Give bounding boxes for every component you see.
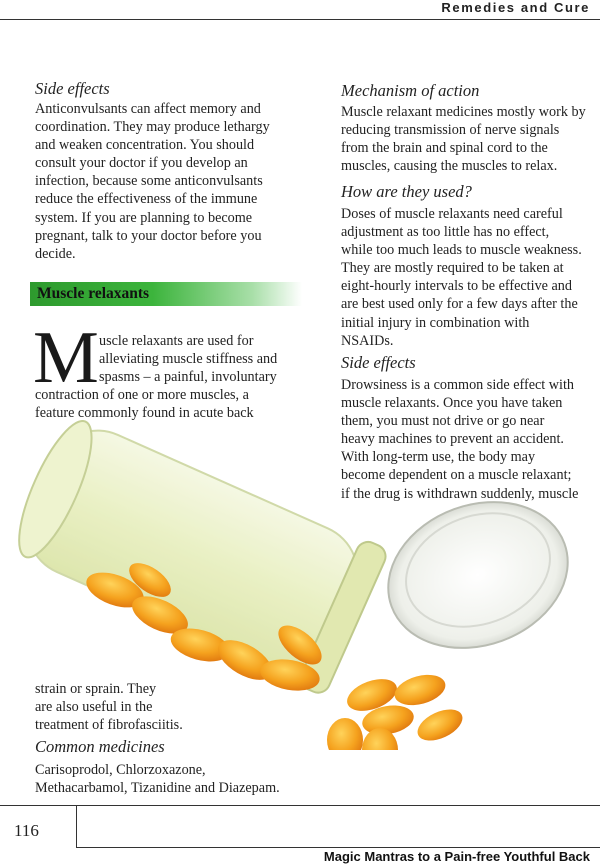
text-line: Anticonvulsants can affect memory and [35,101,261,117]
text-line: Methacarbamol, Tizanidine and Diazepam. [35,780,280,797]
drop-cap-letter: M [33,317,99,399]
text-line: adjustment as too little has no effect, [341,224,550,241]
intro-text-full [35,386,305,422]
text-line: uscle relaxants are used for [99,333,254,349]
continued-text [35,680,235,734]
text-line: decide. [35,245,76,262]
bottle-cap [368,478,589,672]
text-line: Drowsiness is a common side effect with [341,377,574,393]
left-side-effects-heading: Side effects [35,79,110,98]
mechanism-text [341,103,600,175]
book-title: Magic Mantras to a Pain-free Youthful Back [323,849,590,864]
usage-text [341,205,600,350]
footer-bottom-divider [76,847,600,848]
text-line: reduce the effectiveness of the immune [35,191,258,208]
text-line: consult your doctor if you develop an [35,155,248,172]
text-line: eight-hourly intervals to be effective and [341,278,572,295]
text-line: treatment of fibrofasciitis. [35,717,183,734]
text-line: Carisoprodol, Chlorzoxazone, [35,762,206,778]
common-medicines-heading: Common medicines [35,737,165,756]
text-line: initial injury in combination with [341,314,530,331]
text-line: reducing transmission of nerve signals [341,122,560,139]
text-line: become dependent on a muscle relaxant; [341,467,572,484]
right-side-effects-heading: Side effects [341,353,416,372]
text-line: strain or sprain. They [35,681,157,697]
header-divider [0,19,600,20]
text-line: if the drug is withdrawn suddenly, muscle [341,485,579,502]
text-line: are best used only for a few days after the [341,296,578,313]
text-line: system. If you are planning to become [35,209,253,226]
text-line: heavy machines to prevent an accident. [341,431,564,448]
text-line: contraction of one or more muscles, a [35,387,249,403]
text-line: while too much leads to muscle weakness. [341,242,582,259]
text-line: and weaken concentration. You should [35,137,255,154]
text-line: spasms – a painful, involuntary [99,369,277,386]
text-line: coordination. They may produce lethargy [35,119,270,136]
page-number: 116 [14,821,39,840]
footer-vertical-divider [76,805,77,847]
text-line: alleviating muscle stiffness and [99,351,278,368]
mechanism-heading: Mechanism of action [341,81,480,100]
text-line: They are mostly required to be taken at [341,260,564,277]
text-line: muscle relaxants. Once you have taken [341,395,563,412]
common-medicines-text [35,761,325,797]
left-side-effects-text [35,100,315,263]
text-line: Doses of muscle relaxants need careful [341,206,563,222]
text-line: muscles, causing the muscles to relax. [341,158,558,175]
section-title: Muscle relaxants [37,285,150,302]
text-line: feature commonly found in acute back [35,405,254,422]
text-line: infection, because some anticonvulsants [35,173,263,190]
text-line: With long-term use, the body may [341,449,536,466]
intro-text-indented [99,332,299,386]
text-line: are also useful in the [35,699,153,716]
text-line: pregnant, talk to your doctor before you [35,227,262,244]
footer-divider [0,805,600,806]
usage-heading: How are they used? [341,182,472,201]
text-line: Muscle relaxant medicines mostly work by [341,104,586,120]
text-line: from the brain and spinal cord to the [341,140,548,157]
running-header: Remedies and Cure [441,0,590,15]
text-line: NSAIDs. [341,332,394,349]
text-line: them, you must not drive or go near [341,413,545,430]
loose-pills [327,670,467,750]
